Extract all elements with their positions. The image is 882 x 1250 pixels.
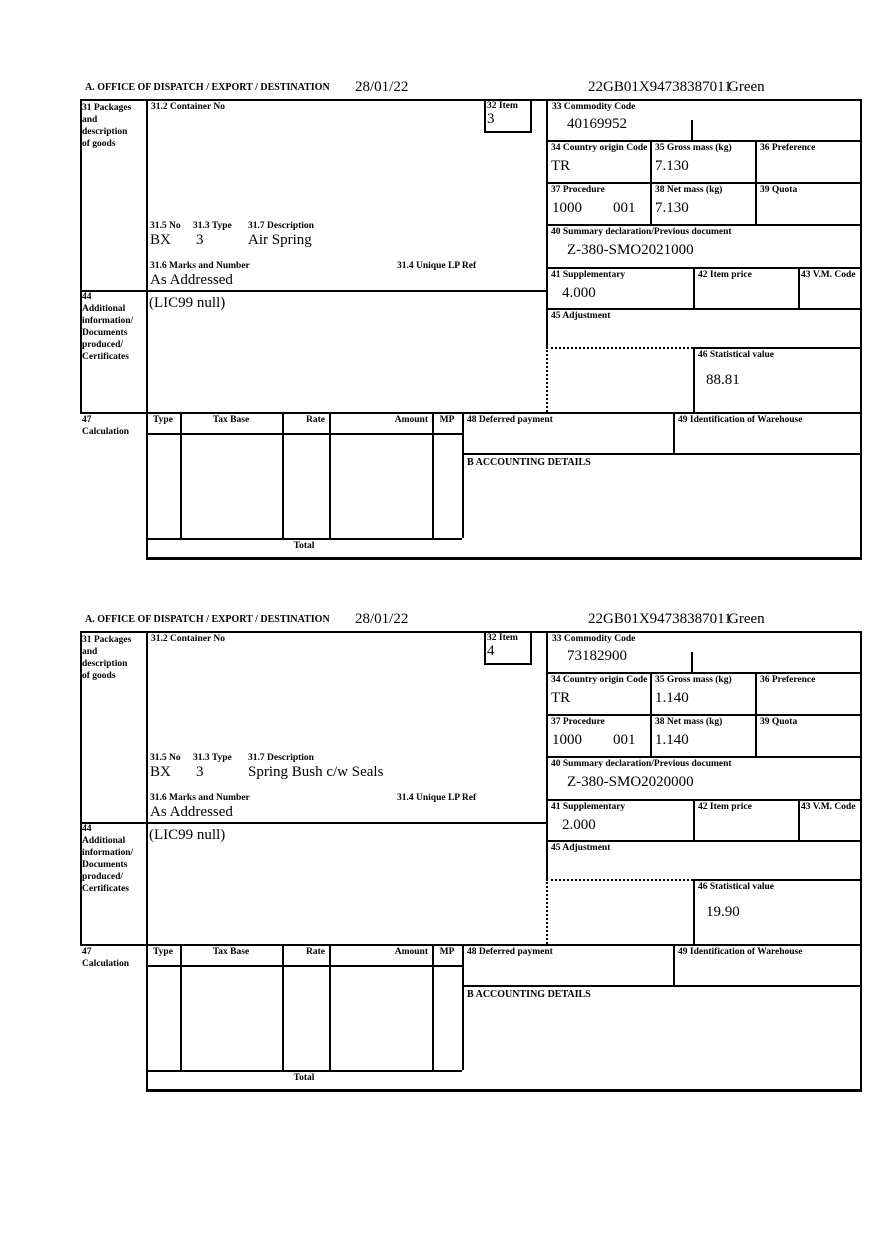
additional-information-value: (LIC99 null) — [149, 295, 226, 311]
summary-declaration-label: 40 Summary declaration/Previous document — [551, 759, 732, 769]
row-divider — [546, 714, 862, 716]
box48-box49-divider — [673, 944, 675, 985]
form-right-border — [860, 99, 862, 560]
box44-label: Additional — [82, 304, 126, 314]
packages-no-label: 31.5 No — [150, 221, 181, 231]
box46-left-border — [693, 347, 695, 412]
commodity-code-tick — [691, 652, 693, 672]
dotted-column-divider — [546, 879, 548, 944]
office-of-dispatch-label: A. OFFICE OF DISPATCH / EXPORT / DESTINATION — [85, 614, 330, 625]
packages-no-value: BX — [150, 232, 171, 248]
gross-mass-value: 7.130 — [655, 158, 689, 174]
packages-type-value: 3 — [196, 232, 204, 248]
tax-table-header-divider — [146, 433, 462, 435]
procedure-value-2: 001 — [613, 200, 636, 216]
deferred-payment-label: 48 Deferred payment — [467, 947, 553, 957]
procedure-label: 37 Procedure — [551, 185, 605, 195]
movement-reference-number: 22GB01X94738387011 — [588, 611, 732, 627]
box44-label: 44 — [82, 292, 92, 302]
country-origin-label: 34 Country origin Code — [551, 675, 648, 685]
item-box-bottom-border — [484, 131, 532, 133]
tax-rate-column-header: Rate — [306, 415, 325, 425]
dotted-row-divider — [546, 347, 693, 349]
commodity-code-value: 73182900 — [567, 648, 627, 664]
box48-box49-divider — [673, 412, 675, 453]
accounting-top-border — [462, 985, 862, 987]
total-row-top-border — [146, 538, 462, 540]
supplementary-value: 2.000 — [562, 817, 596, 833]
procedure-value-1: 1000 — [552, 200, 582, 216]
summary-declaration-label: 40 Summary declaration/Previous document — [551, 227, 732, 237]
unique-lp-ref-label: 31.4 Unique LP Ref — [397, 261, 477, 271]
tax-table-divider — [329, 412, 331, 538]
total-row-top-border — [146, 1070, 462, 1072]
tax-table-divider — [329, 944, 331, 1070]
row-divider — [546, 182, 862, 184]
dispatch-date: 28/01/22 — [355, 79, 409, 95]
routing-status: Green — [728, 79, 765, 95]
unique-lp-ref-label: 31.4 Unique LP Ref — [397, 793, 477, 803]
total-label: Total — [293, 1073, 315, 1083]
box44-label: Certificates — [82, 884, 129, 894]
statistical-value-label: 46 Statistical value — [698, 350, 774, 360]
column-divider — [693, 799, 695, 840]
preference-label: 36 Preference — [760, 143, 816, 153]
dotted-column-divider — [546, 347, 548, 412]
item-box-right-border — [530, 631, 532, 665]
box31-label: description — [82, 127, 128, 137]
column-divider — [650, 140, 652, 224]
vm-code-label: 43 V.M. Code — [801, 802, 856, 812]
box31-label: of goods — [82, 671, 116, 681]
tax-base-column-header: Tax Base — [212, 947, 250, 957]
warehouse-id-label: 49 Identification of Warehouse — [678, 415, 803, 425]
column-divider — [798, 799, 800, 840]
accounting-details-label: B ACCOUNTING DETAILS — [467, 457, 591, 468]
net-mass-value: 7.130 — [655, 200, 689, 216]
tax-table-divider — [180, 412, 182, 538]
column-divider — [650, 672, 652, 756]
tax-type-column-header: Type — [153, 947, 173, 957]
tax-amount-column-header: Amount — [394, 947, 428, 957]
packages-type-label: 31.3 Type — [193, 753, 232, 763]
packages-no-label: 31.5 No — [150, 753, 181, 763]
total-label: Total — [293, 541, 315, 551]
gross-mass-label: 35 Gross mass (kg) — [655, 675, 732, 685]
box47-label: 47 — [82, 415, 92, 425]
row-divider — [546, 756, 862, 758]
box31-label: and — [82, 647, 98, 657]
statistical-value-value: 19.90 — [706, 904, 740, 920]
marks-numbers-value: As Addressed — [150, 804, 233, 820]
adjustment-label: 45 Adjustment — [551, 311, 611, 321]
accounting-top-border — [462, 453, 862, 455]
calculation-row-top-border — [80, 944, 862, 946]
adjustment-label: 45 Adjustment — [551, 843, 611, 853]
net-mass-value: 1.140 — [655, 732, 689, 748]
statistical-value-value: 88.81 — [706, 372, 740, 388]
item-price-label: 42 Item price — [698, 270, 752, 280]
packages-type-value: 3 — [196, 764, 204, 780]
net-mass-label: 38 Net mass (kg) — [655, 717, 723, 727]
packages-no-value: BX — [150, 764, 171, 780]
quota-label: 39 Quota — [760, 717, 798, 727]
goods-description-label: 31.7 Description — [248, 753, 314, 763]
commodity-code-value: 40169952 — [567, 116, 627, 132]
accounting-details-label: B ACCOUNTING DETAILS — [467, 989, 591, 1000]
form-right-border — [860, 631, 862, 1092]
box44-label: produced/ — [82, 872, 124, 882]
net-mass-label: 38 Net mass (kg) — [655, 185, 723, 195]
procedure-value-1: 1000 — [552, 732, 582, 748]
box46-top-border — [693, 879, 862, 881]
box31-label: 31 Packages — [82, 635, 132, 645]
column-divider — [693, 267, 695, 308]
box44-label: information/ — [82, 848, 134, 858]
goods-description-value: Spring Bush c/w Seals — [248, 764, 384, 780]
item-price-label: 42 Item price — [698, 802, 752, 812]
item-number-value: 4 — [487, 643, 495, 659]
tax-table-header-divider — [146, 965, 462, 967]
box44-label: Certificates — [82, 352, 129, 362]
item-box-left-border — [484, 99, 486, 133]
box44-label: Documents — [82, 328, 128, 338]
row-divider — [546, 840, 862, 842]
marks-numbers-value: As Addressed — [150, 272, 233, 288]
row-divider — [546, 140, 862, 142]
row-divider — [546, 308, 862, 310]
column-divider — [755, 140, 757, 224]
column-divider — [798, 267, 800, 308]
tax-table-divider — [432, 412, 434, 538]
dotted-row-divider — [546, 879, 693, 881]
preference-label: 36 Preference — [760, 675, 816, 685]
summary-declaration-value: Z-380-SMO2020000 — [567, 774, 694, 790]
box31-label: 31 Packages — [82, 103, 132, 113]
procedure-label: 37 Procedure — [551, 717, 605, 727]
commodity-code-tick — [691, 120, 693, 140]
label-column-divider — [146, 631, 148, 1092]
deferred-payment-label: 48 Deferred payment — [467, 415, 553, 425]
box44-label: Additional — [82, 836, 126, 846]
box44-label: Documents — [82, 860, 128, 870]
supplementary-label: 41 Supplementary — [551, 270, 626, 280]
form-top-border — [80, 99, 862, 101]
declaration-item-block — [0, 610, 882, 1092]
row-divider — [546, 224, 862, 226]
statistical-value-label: 46 Statistical value — [698, 882, 774, 892]
office-of-dispatch-label: A. OFFICE OF DISPATCH / EXPORT / DESTINATION — [85, 82, 330, 93]
movement-reference-number: 22GB01X94738387011 — [588, 79, 732, 95]
country-origin-label: 34 Country origin Code — [551, 143, 648, 153]
tax-table-right-border — [462, 412, 464, 538]
item-number-label: 32 Item — [487, 633, 518, 643]
box47-label: Calculation — [82, 959, 129, 969]
supplementary-label: 41 Supplementary — [551, 802, 626, 812]
column-divider — [755, 672, 757, 756]
box47-label: 47 — [82, 947, 92, 957]
gross-mass-label: 35 Gross mass (kg) — [655, 143, 732, 153]
container-no-label: 31.2 Container No — [151, 102, 225, 112]
commodity-code-label: 33 Commodity Code — [552, 102, 636, 112]
tax-amount-column-header: Amount — [394, 415, 428, 425]
gross-mass-value: 1.140 — [655, 690, 689, 706]
item-box-left-border — [484, 631, 486, 665]
row-divider — [546, 267, 862, 269]
summary-declaration-value: Z-380-SMO2021000 — [567, 242, 694, 258]
tax-table-divider — [432, 944, 434, 1070]
row-divider — [546, 799, 862, 801]
tax-type-column-header: Type — [153, 415, 173, 425]
tax-mp-column-header: MP — [439, 947, 455, 957]
label-column-divider — [146, 99, 148, 560]
box31-label: description — [82, 659, 128, 669]
marks-numbers-label: 31.6 Marks and Number — [150, 793, 250, 803]
box46-top-border — [693, 347, 862, 349]
tax-rate-column-header: Rate — [306, 947, 325, 957]
dispatch-date: 28/01/22 — [355, 611, 409, 627]
calculation-row-top-border — [80, 412, 862, 414]
procedure-value-2: 001 — [613, 732, 636, 748]
tax-mp-column-header: MP — [439, 415, 455, 425]
tax-table-divider — [282, 412, 284, 538]
box31-box44-divider — [80, 290, 548, 292]
country-origin-value: TR — [551, 158, 571, 174]
quota-label: 39 Quota — [760, 185, 798, 195]
vm-code-label: 43 V.M. Code — [801, 270, 856, 280]
item-number-label: 32 Item — [487, 101, 518, 111]
box44-label: produced/ — [82, 340, 124, 350]
container-no-label: 31.2 Container No — [151, 634, 225, 644]
tax-table-divider — [282, 944, 284, 1070]
form-top-border — [80, 631, 862, 633]
box44-label: information/ — [82, 316, 134, 326]
declaration-item-block — [0, 78, 882, 560]
form-bottom-border — [146, 1089, 862, 1092]
item-box-bottom-border — [484, 663, 532, 665]
country-origin-value: TR — [551, 690, 571, 706]
tax-table-divider — [180, 944, 182, 1070]
goods-description-label: 31.7 Description — [248, 221, 314, 231]
tax-table-right-border — [462, 944, 464, 1070]
row-divider — [546, 672, 862, 674]
warehouse-id-label: 49 Identification of Warehouse — [678, 947, 803, 957]
box44-label: 44 — [82, 824, 92, 834]
routing-status: Green — [728, 611, 765, 627]
box31-label: of goods — [82, 139, 116, 149]
packages-type-label: 31.3 Type — [193, 221, 232, 231]
supplementary-value: 4.000 — [562, 285, 596, 301]
commodity-code-label: 33 Commodity Code — [552, 634, 636, 644]
item-box-right-border — [530, 99, 532, 133]
additional-information-value: (LIC99 null) — [149, 827, 226, 843]
goods-description-value: Air Spring — [248, 232, 312, 248]
box47-label: Calculation — [82, 427, 129, 437]
marks-numbers-label: 31.6 Marks and Number — [150, 261, 250, 271]
item-number-value: 3 — [487, 111, 495, 127]
box46-left-border — [693, 879, 695, 944]
box31-box44-divider — [80, 822, 548, 824]
tax-base-column-header: Tax Base — [212, 415, 250, 425]
box31-label: and — [82, 115, 98, 125]
form-bottom-border — [146, 557, 862, 560]
